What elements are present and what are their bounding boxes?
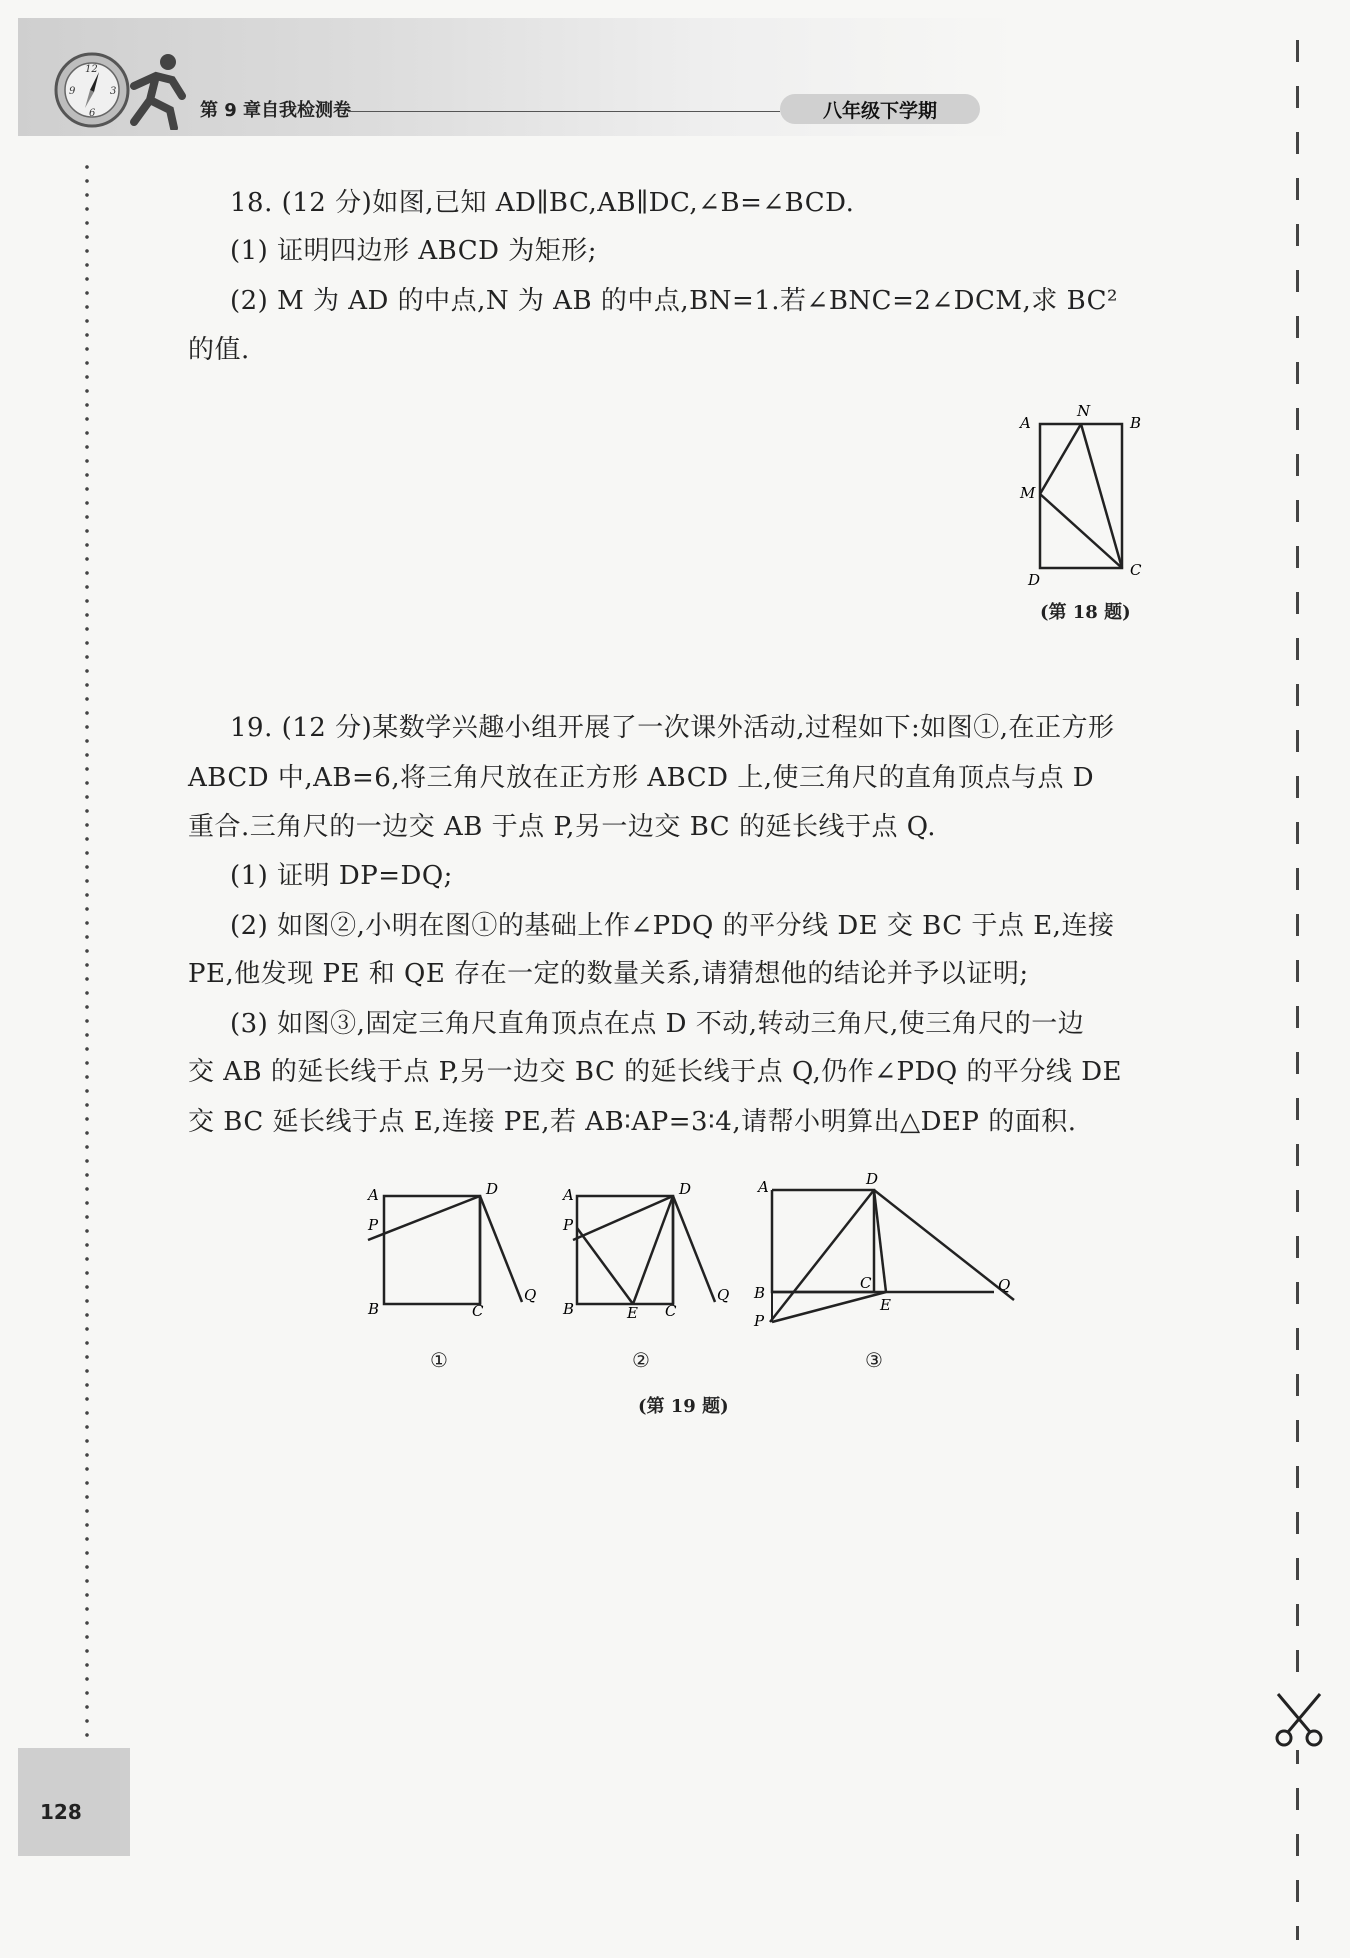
q19-line-9: 交 BC 延长线于点 E,连接 PE,若 AB∶AP=3∶4,请帮小明算出△DEP 的面积. xyxy=(188,1107,1077,1137)
q19-line-7: (3) 如图③,固定三角尺直角顶点在点 D 不动,转动三角尺,使三角尺的一边 xyxy=(230,1009,1085,1039)
chapter-title: 第 9 章自我检测卷 xyxy=(200,100,352,121)
label-D: D xyxy=(486,1180,499,1198)
label-C: C xyxy=(665,1302,677,1318)
label-A: A xyxy=(368,1186,379,1204)
label-M: M xyxy=(1020,484,1036,502)
svg-text:12: 12 xyxy=(85,64,98,75)
label-N: N xyxy=(1077,402,1091,420)
header-divider xyxy=(348,111,780,112)
label-C: C xyxy=(472,1302,484,1318)
q19-figure-1 xyxy=(358,1178,548,1318)
svg-text:6: 6 xyxy=(89,108,96,119)
fig-number-3: ③ xyxy=(865,1348,883,1372)
label-Q: Q xyxy=(524,1286,537,1304)
svg-text:3: 3 xyxy=(110,86,117,97)
q18-caption: (第 18 题) xyxy=(1040,602,1131,623)
q19-figure-2 xyxy=(553,1178,743,1318)
label-Q: Q xyxy=(998,1276,1011,1294)
grade-badge: 八年级下学期 xyxy=(780,94,980,124)
label-A: A xyxy=(563,1186,574,1204)
q19-line-4: (1) 证明 DP=DQ; xyxy=(230,861,453,891)
fig-number-1: ① xyxy=(430,1348,448,1372)
q19-line-6: PE,他发现 PE 和 QE 存在一定的数量关系,请猜想他的结论并予以证明; xyxy=(188,959,1029,989)
q19-figure-3 xyxy=(750,1168,1020,1338)
q19-line-2: ABCD 中,AB=6,将三角尺放在正方形 ABCD 上,使三角尺的直角顶点与点 D xyxy=(188,763,1095,793)
cut-line xyxy=(1296,40,1300,1940)
q19-line-1: 19. (12 分)某数学兴趣小组开展了一次课外活动,过程如下:如图①,在正方形 xyxy=(230,713,1115,743)
q19-line-8: 交 AB 的延长线于点 P,另一边交 BC 的延长线于点 Q,仍作∠PDQ 的平分线 DE xyxy=(188,1057,1123,1087)
label-B: B xyxy=(754,1284,766,1302)
label-E: E xyxy=(880,1296,891,1314)
label-C: C xyxy=(860,1274,872,1292)
dotted-margin-line xyxy=(85,160,89,1740)
label-D: D xyxy=(866,1170,879,1188)
label-E: E xyxy=(627,1304,638,1318)
scissors-icon xyxy=(1270,1688,1328,1750)
q18-line-3: (2) M 为 AD 的中点,N 为 AB 的中点,BN=1.若∠BNC=2∠DCM,求 BC² xyxy=(230,286,1118,316)
label-P: P xyxy=(563,1216,574,1234)
q19-line-3: 重合.三角尺的一边交 AB 于点 P,另一边交 BC 的延长线于点 Q. xyxy=(188,812,936,842)
q18-line-4: 的值. xyxy=(188,335,250,365)
label-B: B xyxy=(368,1300,380,1318)
label-A: A xyxy=(758,1178,769,1196)
label-B: B xyxy=(563,1300,575,1318)
q18-figure xyxy=(1010,400,1160,590)
q18-line-1: 18. (12 分)如图,已知 AD∥BC,AB∥DC,∠B=∠BCD. xyxy=(230,188,855,218)
q18-line-2: (1) 证明四边形 ABCD 为矩形; xyxy=(230,236,597,266)
label-C: C xyxy=(1130,561,1142,579)
q19-caption: (第 19 题) xyxy=(638,1396,729,1417)
fig-number-2: ② xyxy=(632,1348,650,1372)
svg-text:9: 9 xyxy=(69,86,76,97)
label-Q: Q xyxy=(717,1286,730,1304)
runner-icon xyxy=(120,50,190,130)
label-P: P xyxy=(754,1312,765,1330)
label-D: D xyxy=(679,1180,692,1198)
label-B: B xyxy=(1130,414,1142,432)
label-D: D xyxy=(1028,571,1041,589)
q19-line-5: (2) 如图②,小明在图①的基础上作∠PDQ 的平分线 DE 交 BC 于点 E,连接 xyxy=(230,911,1115,941)
label-P: P xyxy=(368,1216,379,1234)
page-number: 128 xyxy=(40,1800,82,1824)
label-A: A xyxy=(1020,414,1031,432)
